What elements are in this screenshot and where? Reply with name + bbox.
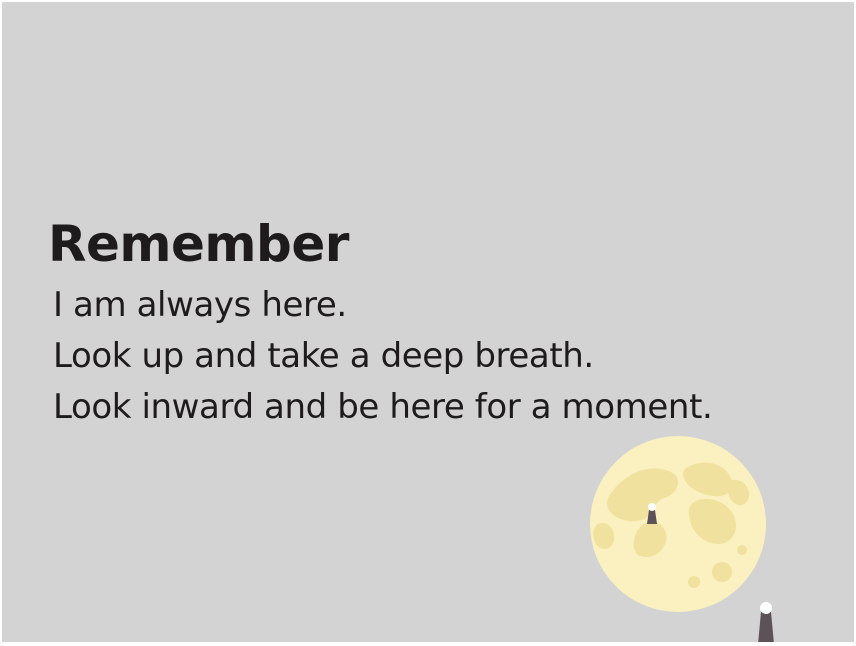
moon-illustration <box>582 432 782 642</box>
message-line-3: Look inward and be here for a moment. <box>53 387 713 427</box>
scene-canvas <box>2 2 854 642</box>
message-lines <box>53 280 712 433</box>
message-line-2: Look up and take a deep breath. <box>53 336 594 376</box>
moon-icon <box>590 436 766 612</box>
small-figure-icon <box>647 503 657 524</box>
large-figure-icon <box>758 602 774 642</box>
heading-remember: Remember <box>48 215 349 273</box>
message-line-1: I am always here. <box>53 285 347 325</box>
